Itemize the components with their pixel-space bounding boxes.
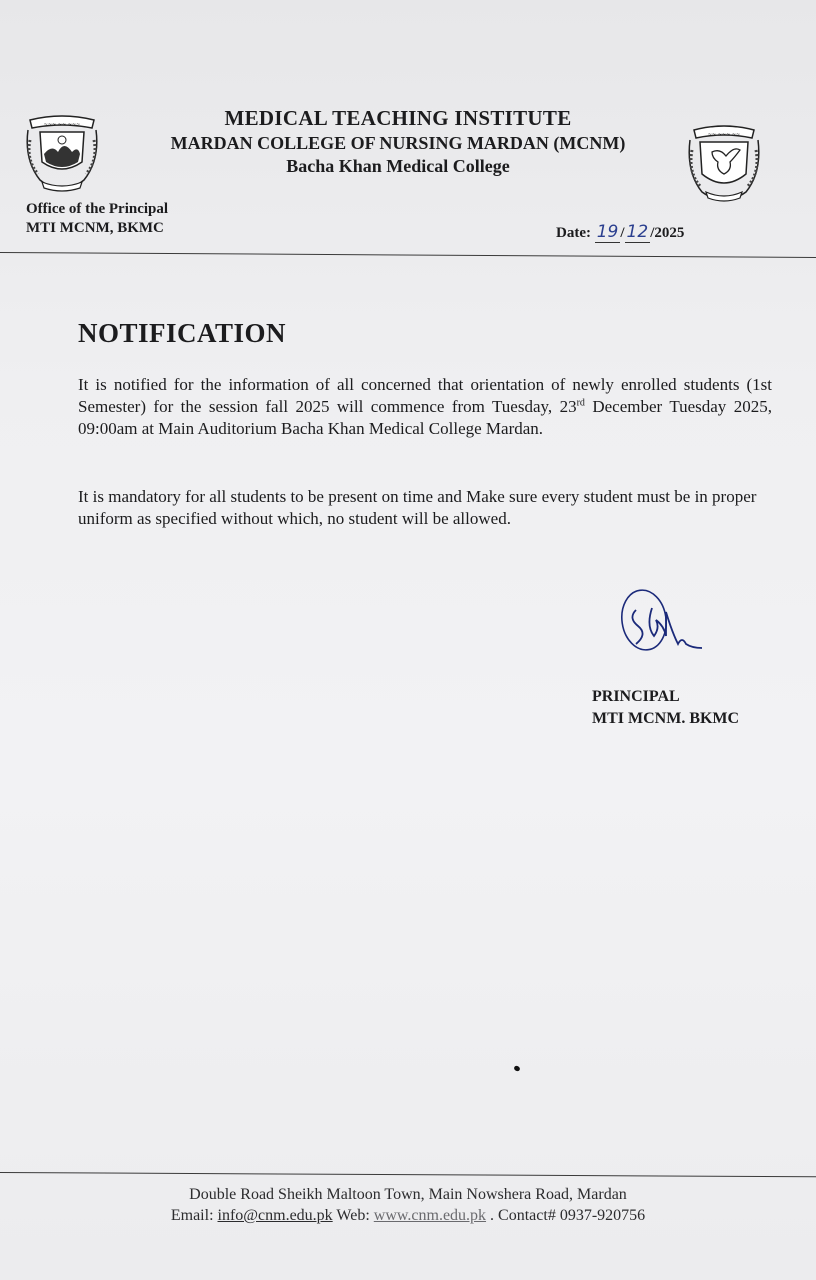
college-title: MARDAN COLLEGE OF NURSING MARDAN (MCNM)	[170, 133, 626, 153]
web-label: Web:	[336, 1207, 370, 1224]
office-line-2: MTI MCNM, BKMC	[26, 220, 164, 236]
signatory-block	[592, 686, 739, 730]
header-divider	[0, 252, 816, 258]
p1-text-b: December Tuesday 2025, 09:00am at Main Auditorium Bacha Khan Medical College Mardan.	[78, 397, 772, 438]
p1-superscript: rd	[576, 397, 585, 409]
ink-mark	[513, 1065, 521, 1072]
office-block	[26, 200, 168, 238]
notice-paragraph-1	[78, 374, 772, 440]
footer-divider	[0, 1172, 816, 1177]
footer	[0, 1184, 816, 1226]
web-link[interactable]: www.cnm.edu.pk	[373, 1207, 487, 1224]
p1-text-a: It is notified for the information of all concerned that orientation of newly enrolled students (1st Semester) for the session fall 2025 will commence from Tuesday, 23	[78, 375, 772, 416]
signatory-title: PRINCIPAL	[592, 688, 680, 705]
contact-text: . Contact# 0937-920756	[490, 1207, 646, 1224]
date-sep-2: /	[650, 225, 655, 241]
date-field	[556, 222, 684, 242]
medical-college-title: Bacha Khan Medical College	[286, 156, 510, 176]
svg-text:~~~ ~~ ~~~: ~~~ ~~ ~~~	[43, 122, 81, 128]
footer-address: Double Road Sheikh Maltoon Town, Main Nowshera Road, Mardan	[189, 1186, 627, 1203]
svg-text:~~ ~~~ ~~: ~~ ~~~ ~~	[707, 132, 741, 138]
date-sep-1: /	[620, 225, 625, 241]
office-line-1: Office of the Principal	[26, 201, 169, 217]
notice-paragraph-2: It is mandatory for all students to be present on time and Make sure every student must be in proper uniform as specified without which, no student will be allowed.	[78, 487, 757, 528]
signatory-org: MTI MCNM. BKMC	[592, 710, 740, 727]
notice-title: NOTIFICATION	[78, 318, 287, 348]
handwritten-signature-icon	[614, 582, 714, 672]
date-day: 19	[596, 222, 619, 242]
footer-contact-line	[0, 1205, 816, 1226]
date-label: Date:	[556, 225, 591, 241]
email-label: Email:	[170, 1207, 214, 1224]
date-year: 2025	[654, 225, 685, 241]
email-link[interactable]: info@cnm.edu.pk	[217, 1207, 333, 1224]
institute-title: MEDICAL TEACHING INSTITUTE	[224, 106, 572, 130]
date-month: 12	[626, 222, 649, 242]
